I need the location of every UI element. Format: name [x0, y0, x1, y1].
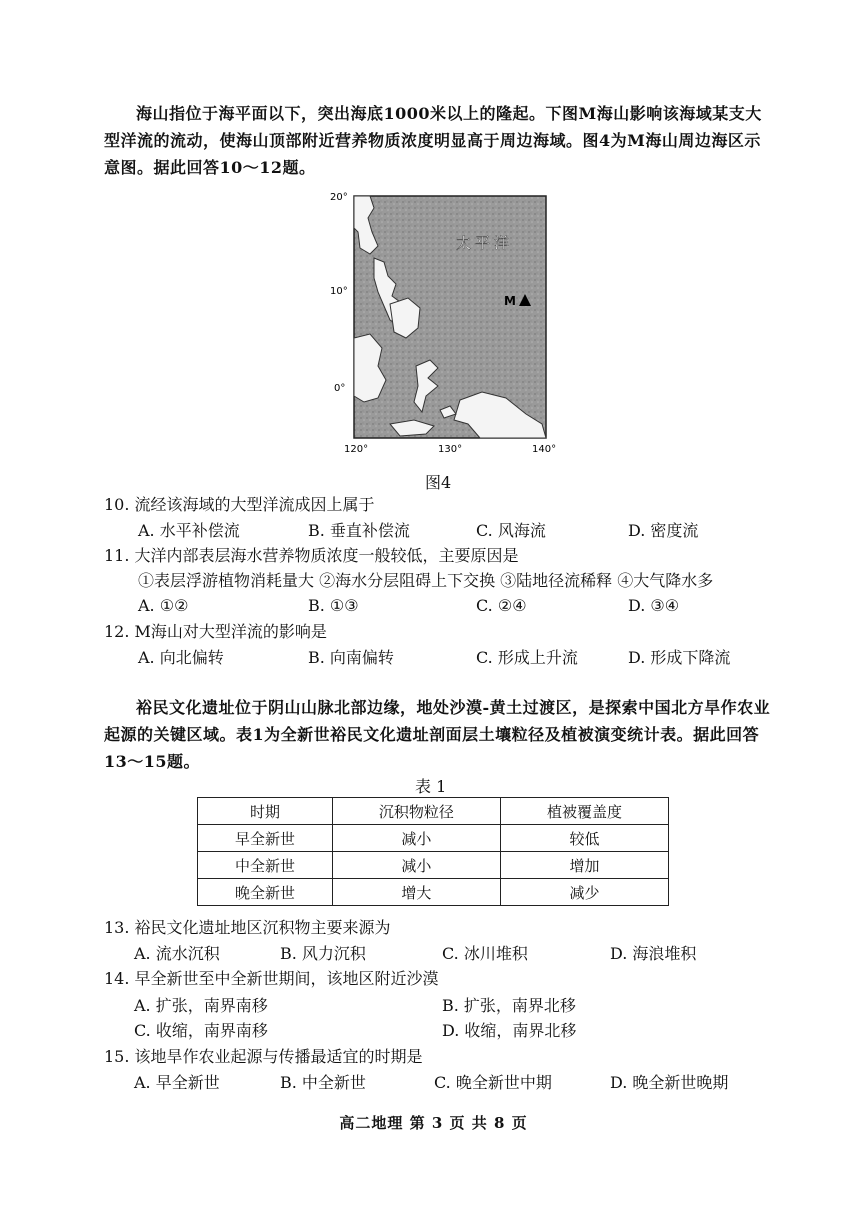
lon-label-130: 130°	[438, 444, 463, 455]
question-stem: M海山对大型洋流的影响是	[134, 622, 327, 641]
table-cell: 减小	[332, 852, 500, 879]
table-cell: 减少	[500, 879, 668, 906]
q13-option-d[interactable]: D. 海浪堆积	[610, 944, 697, 963]
q13-option-c[interactable]: C. 冰川堆积	[442, 944, 528, 963]
q12-option-b[interactable]: B. 向南偏转	[308, 648, 394, 667]
question-14	[104, 968, 439, 990]
table-header: 植被覆盖度	[500, 798, 668, 825]
question-stem: 大洋内部表层海水营养物质浓度一般较低，主要原因是	[134, 546, 519, 565]
table-cell: 早全新世	[198, 825, 333, 852]
table-cell: 中全新世	[198, 852, 333, 879]
q11-option-d[interactable]: D. ③④	[628, 596, 680, 615]
q12-option-c[interactable]: C. 形成上升流	[476, 648, 578, 667]
table-header: 时期	[198, 798, 333, 825]
q11-option-c[interactable]: C. ②④	[476, 596, 527, 615]
q11-statements: ①表层浮游植物消耗量大 ②海水分层阻碍上下交换 ③陆地径流稀释 ④大气降水多	[138, 571, 714, 590]
q10-option-b[interactable]: B. 垂直补偿流	[308, 521, 410, 540]
seamount-label: M	[504, 294, 516, 308]
page-footer: 高二地理 第 3 页 共 8 页	[339, 1114, 528, 1132]
q15-option-a[interactable]: A. 早全新世	[134, 1073, 220, 1092]
table-row	[198, 879, 669, 906]
q13-option-a[interactable]: A. 流水沉积	[134, 944, 220, 963]
question-10	[104, 494, 375, 516]
question-11	[104, 545, 519, 567]
q14-option-b[interactable]: B. 扩张，南界北移	[442, 996, 576, 1015]
question-stem: 早全新世至中全新世期间，该地区附近沙漠	[134, 969, 439, 988]
q11-option-a[interactable]: A. ①②	[138, 596, 189, 615]
question-number: 12.	[104, 622, 130, 641]
q15-option-c[interactable]: C. 晚全新世中期	[434, 1073, 552, 1092]
q10-option-d[interactable]: D. 密度流	[628, 521, 699, 540]
table-1	[197, 797, 669, 906]
question-12	[104, 621, 327, 643]
table-row	[198, 825, 669, 852]
table-cell: 较低	[500, 825, 668, 852]
question-15	[104, 1046, 423, 1068]
table-cell: 增加	[500, 852, 668, 879]
figure-caption: 图4	[425, 473, 452, 492]
question-stem: 该地旱作农业起源与传播最适宜的时期是	[134, 1047, 423, 1066]
lon-label-140: 140°	[532, 444, 557, 455]
question-number: 10.	[104, 495, 130, 514]
q13-option-b[interactable]: B. 风力沉积	[280, 944, 366, 963]
question-number: 11.	[104, 546, 130, 565]
question-13	[104, 917, 391, 939]
table-header: 沉积物粒径	[332, 798, 500, 825]
lat-label-20: 20°	[330, 192, 348, 203]
q14-option-c[interactable]: C. 收缩，南界南移	[134, 1021, 268, 1040]
q14-option-a[interactable]: A. 扩张，南界南移	[134, 996, 268, 1015]
table-row	[198, 852, 669, 879]
lon-label-120: 120°	[344, 444, 369, 455]
table-caption: 表 1	[415, 777, 447, 796]
q15-option-d[interactable]: D. 晚全新世晚期	[610, 1073, 729, 1092]
q14-option-d[interactable]: D. 收缩，南界北移	[442, 1021, 577, 1040]
intro-paragraph-2: 裕民文化遗址位于阴山山脉北部边缘，地处沙漠-黄土过渡区，是探索中国北方旱作农业起源的关键区域。表1为全新世裕民文化遗址剖面层土壤粒径及植被演变统计表。据此回答13～15题。	[104, 698, 771, 771]
q15-option-b[interactable]: B. 中全新世	[280, 1073, 366, 1092]
table-cell: 晚全新世	[198, 879, 333, 906]
lat-label-10: 10°	[330, 286, 348, 297]
question-stem: 裕民文化遗址地区沉积物主要来源为	[134, 918, 391, 937]
table-header-row	[198, 798, 669, 825]
intro-paragraph-1: 海山指位于海平面以下，突出海底1000米以上的隆起。下图M海山影响该海域某支大型洋流的流动，使海山顶部附近营养物质浓度明显高于周边海域。图4为M海山周边海区示意图。据此回答10～12题。	[104, 104, 762, 177]
question-stem: 流经该海域的大型洋流成因上属于	[134, 495, 375, 514]
question-number: 13.	[104, 918, 130, 937]
question-number: 15.	[104, 1047, 130, 1066]
table-cell: 增大	[332, 879, 500, 906]
figure-4-map	[330, 188, 560, 460]
lat-label-0: 0°	[334, 383, 346, 394]
ocean-area	[354, 196, 546, 438]
q12-option-d[interactable]: D. 形成下降流	[628, 648, 731, 667]
q12-option-a[interactable]: A. 向北偏转	[138, 648, 224, 667]
q10-option-a[interactable]: A. 水平补偿流	[138, 521, 240, 540]
table-cell: 减小	[332, 825, 500, 852]
question-number: 14.	[104, 969, 130, 988]
ocean-label: 太平洋	[456, 234, 514, 252]
q11-option-b[interactable]: B. ①③	[308, 596, 359, 615]
q10-option-c[interactable]: C. 风海流	[476, 521, 546, 540]
